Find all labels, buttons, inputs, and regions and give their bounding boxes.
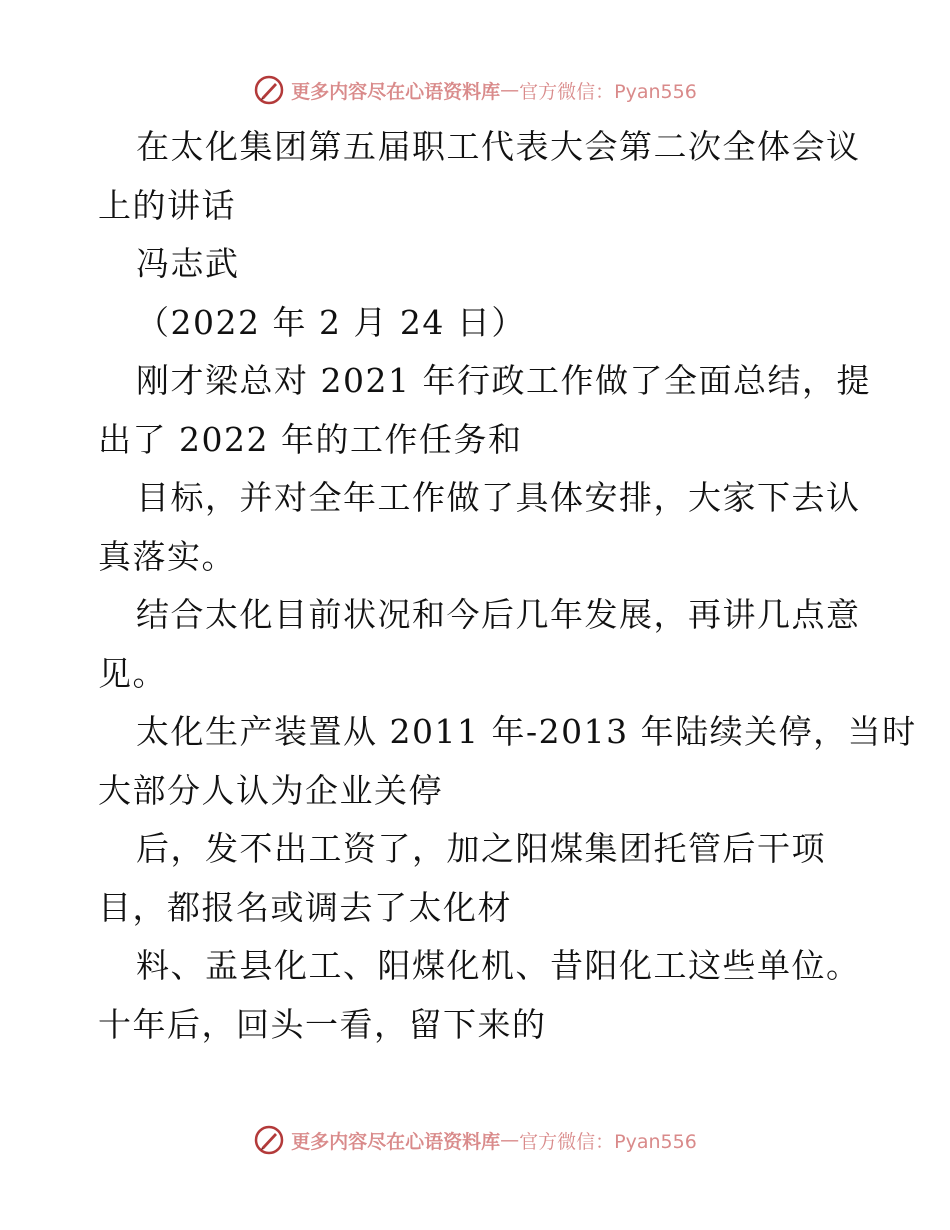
text-line: 见。 (98, 653, 167, 693)
text-line: 结合太化目前状况和今后几年发展，再讲几点意 (136, 595, 861, 634)
document-body (98, 118, 917, 1054)
text-line: 在太化集团第五届职工代表大会第二次全体会议 (136, 127, 861, 166)
watermark-separator: — (500, 1129, 520, 1151)
text-line: 料、盂县化工、阳煤化机、昔阳化工这些单位。 (136, 946, 861, 985)
footer-watermark (0, 1120, 950, 1160)
author-name: 冯志武 (136, 244, 240, 283)
watermark-title: 更多内容尽在心语资料库 (291, 1130, 501, 1153)
watermark-separator: — (500, 79, 520, 101)
text-line: 刚才梁总对 2021 年行政工作做了全面总结，提 (136, 361, 871, 400)
pen-logo-icon (253, 74, 285, 106)
text-line: 后，发不出工资了，加之阳煤集团托管后干项 (136, 829, 826, 868)
text-line: 十年后，回头一看，留下来的 (98, 1004, 547, 1044)
text-line: 目，都报名或调去了太化材 (98, 887, 512, 927)
text-line: 目标，并对全年工作做了具体安排，大家下去认 (136, 478, 861, 517)
pen-logo-icon (253, 1124, 285, 1156)
watermark-wechat: 官方微信：Pyan556 (519, 1130, 697, 1153)
watermark-title: 更多内容尽在心语资料库 (291, 80, 501, 103)
speech-date: （2022 年 2 月 24 日） (136, 302, 526, 342)
text-line: 太化生产装置从 2011 年-2013 年陆续关停，当时 (136, 712, 917, 751)
text-line: 真落实。 (98, 536, 236, 576)
header-watermark (0, 70, 950, 110)
watermark-wechat: 官方微信：Pyan556 (519, 80, 697, 103)
text-line: 大部分人认为企业关停 (98, 770, 443, 810)
text-line: 上的讲话 (98, 185, 236, 225)
text-line: 出了 2022 年的工作任务和 (98, 419, 523, 459)
